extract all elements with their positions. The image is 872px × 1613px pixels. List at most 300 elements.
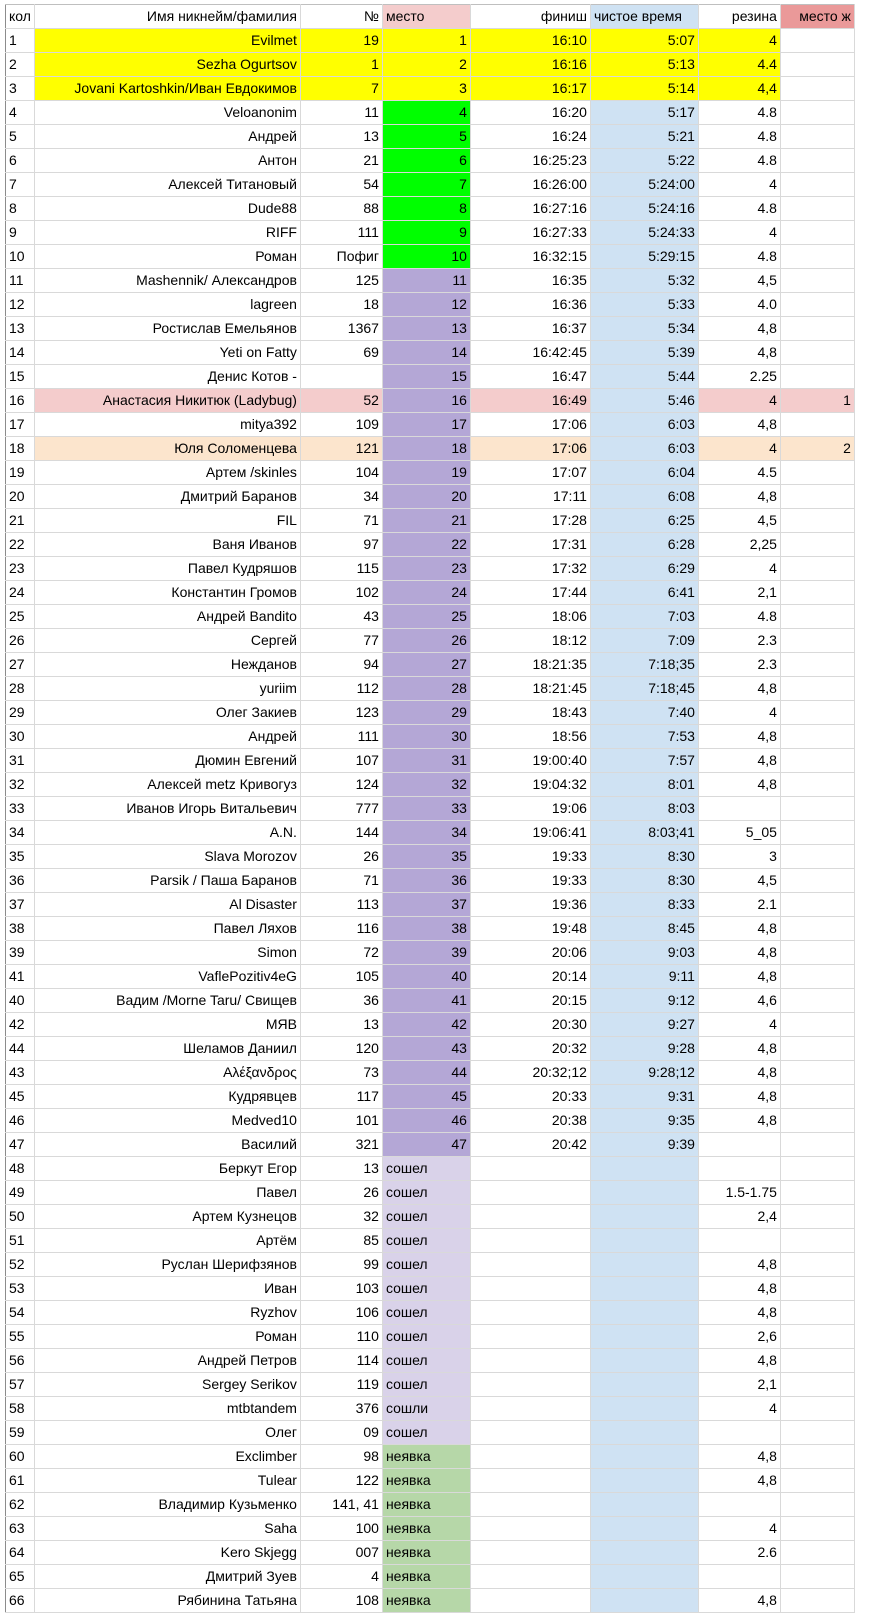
- cell-finish[interactable]: [470, 1349, 590, 1373]
- cell-female-place[interactable]: [780, 461, 854, 485]
- cell-number[interactable]: 09: [300, 1421, 382, 1445]
- cell-female-place[interactable]: [780, 1325, 854, 1349]
- cell-kol[interactable]: 16: [6, 389, 35, 413]
- cell-name[interactable]: Рябинина Татьяна: [34, 1589, 300, 1613]
- cell-place[interactable]: 14: [382, 341, 470, 365]
- cell-place[interactable]: сошли: [382, 1397, 470, 1421]
- cell-net-time[interactable]: 6:29: [590, 557, 698, 581]
- cell-tyre[interactable]: 2,4: [698, 1205, 780, 1229]
- cell-place[interactable]: 19: [382, 461, 470, 485]
- cell-place[interactable]: 9: [382, 221, 470, 245]
- cell-female-place[interactable]: [780, 845, 854, 869]
- cell-kol[interactable]: 7: [6, 173, 35, 197]
- cell-name[interactable]: Константин Громов: [34, 581, 300, 605]
- cell-number[interactable]: 107: [300, 749, 382, 773]
- cell-finish[interactable]: 20:15: [470, 989, 590, 1013]
- cell-tyre[interactable]: 4,8: [698, 1085, 780, 1109]
- cell-kol[interactable]: 15: [6, 365, 35, 389]
- cell-place[interactable]: 5: [382, 125, 470, 149]
- cell-finish[interactable]: 17:44: [470, 581, 590, 605]
- cell-finish[interactable]: [470, 1541, 590, 1565]
- header-kol[interactable]: кол: [6, 5, 35, 29]
- cell-kol[interactable]: 14: [6, 341, 35, 365]
- cell-name[interactable]: Нежданов: [34, 653, 300, 677]
- cell-number[interactable]: 121: [300, 437, 382, 461]
- cell-name[interactable]: Tulear: [34, 1469, 300, 1493]
- cell-finish[interactable]: 20:38: [470, 1109, 590, 1133]
- cell-female-place[interactable]: [780, 941, 854, 965]
- cell-kol[interactable]: 49: [6, 1181, 35, 1205]
- cell-kol[interactable]: 51: [6, 1229, 35, 1253]
- cell-net-time[interactable]: 7:18;35: [590, 653, 698, 677]
- cell-tyre[interactable]: 5_05: [698, 821, 780, 845]
- cell-name[interactable]: Evilmet: [34, 29, 300, 53]
- cell-tyre[interactable]: 2.25: [698, 365, 780, 389]
- cell-kol[interactable]: 37: [6, 893, 35, 917]
- cell-finish[interactable]: 16:27:33: [470, 221, 590, 245]
- cell-female-place[interactable]: [780, 821, 854, 845]
- cell-finish[interactable]: 18:43: [470, 701, 590, 725]
- cell-tyre[interactable]: 4,6: [698, 989, 780, 1013]
- cell-place[interactable]: 44: [382, 1061, 470, 1085]
- cell-net-time[interactable]: [590, 1229, 698, 1253]
- cell-female-place[interactable]: [780, 1253, 854, 1277]
- cell-kol[interactable]: 61: [6, 1469, 35, 1493]
- cell-name[interactable]: Veloanonim: [34, 101, 300, 125]
- cell-place[interactable]: 2: [382, 53, 470, 77]
- cell-name[interactable]: Андрей Петров: [34, 1349, 300, 1373]
- cell-finish[interactable]: 16:36: [470, 293, 590, 317]
- cell-number[interactable]: 103: [300, 1277, 382, 1301]
- cell-name[interactable]: Беркут Егор: [34, 1157, 300, 1181]
- header-tyre[interactable]: резина: [698, 5, 780, 29]
- cell-place[interactable]: неявка: [382, 1493, 470, 1517]
- cell-female-place[interactable]: [780, 1469, 854, 1493]
- cell-number[interactable]: 13: [300, 1157, 382, 1181]
- cell-number[interactable]: 102: [300, 581, 382, 605]
- cell-finish[interactable]: 16:35: [470, 269, 590, 293]
- cell-kol[interactable]: 57: [6, 1373, 35, 1397]
- cell-name[interactable]: Алексей metz Кривогуз: [34, 773, 300, 797]
- cell-name[interactable]: Jovani Kartoshkin/Иван Евдокимов: [34, 77, 300, 101]
- cell-tyre[interactable]: 4,8: [698, 1061, 780, 1085]
- cell-tyre[interactable]: 4.8: [698, 149, 780, 173]
- cell-net-time[interactable]: 8:30: [590, 869, 698, 893]
- cell-name[interactable]: Иван: [34, 1277, 300, 1301]
- cell-place[interactable]: 29: [382, 701, 470, 725]
- cell-place[interactable]: 25: [382, 605, 470, 629]
- cell-name[interactable]: yuriim: [34, 677, 300, 701]
- cell-female-place[interactable]: [780, 269, 854, 293]
- cell-net-time[interactable]: 5:32: [590, 269, 698, 293]
- cell-net-time[interactable]: [590, 1157, 698, 1181]
- cell-name[interactable]: Роман: [34, 245, 300, 269]
- cell-tyre[interactable]: 4.8: [698, 101, 780, 125]
- cell-female-place[interactable]: [780, 1277, 854, 1301]
- cell-finish[interactable]: 19:06:41: [470, 821, 590, 845]
- cell-net-time[interactable]: [590, 1541, 698, 1565]
- cell-place[interactable]: неявка: [382, 1541, 470, 1565]
- cell-number[interactable]: 100: [300, 1517, 382, 1541]
- cell-tyre[interactable]: 4,8: [698, 1037, 780, 1061]
- cell-kol[interactable]: 63: [6, 1517, 35, 1541]
- cell-female-place[interactable]: [780, 1541, 854, 1565]
- cell-number[interactable]: 69: [300, 341, 382, 365]
- cell-female-place[interactable]: [780, 1565, 854, 1589]
- cell-female-place[interactable]: [780, 677, 854, 701]
- cell-name[interactable]: Руслан Шерифзянов: [34, 1253, 300, 1277]
- cell-place[interactable]: сошел: [382, 1373, 470, 1397]
- cell-place[interactable]: 39: [382, 941, 470, 965]
- cell-number[interactable]: 94: [300, 653, 382, 677]
- cell-kol[interactable]: 11: [6, 269, 35, 293]
- cell-female-place[interactable]: [780, 797, 854, 821]
- cell-place[interactable]: 7: [382, 173, 470, 197]
- cell-name[interactable]: Юля Соломенцева: [34, 437, 300, 461]
- cell-tyre[interactable]: 1.5-1.75: [698, 1181, 780, 1205]
- cell-net-time[interactable]: 5:21: [590, 125, 698, 149]
- cell-net-time[interactable]: 5:22: [590, 149, 698, 173]
- cell-net-time[interactable]: [590, 1349, 698, 1373]
- cell-finish[interactable]: [470, 1421, 590, 1445]
- cell-tyre[interactable]: 4,8: [698, 965, 780, 989]
- cell-female-place[interactable]: [780, 1061, 854, 1085]
- cell-finish[interactable]: 16:10: [470, 29, 590, 53]
- cell-net-time[interactable]: [590, 1397, 698, 1421]
- cell-place[interactable]: сошел: [382, 1229, 470, 1253]
- cell-place[interactable]: сошел: [382, 1157, 470, 1181]
- cell-number[interactable]: 21: [300, 149, 382, 173]
- cell-female-place[interactable]: [780, 1445, 854, 1469]
- cell-net-time[interactable]: 9:28;12: [590, 1061, 698, 1085]
- cell-number[interactable]: 125: [300, 269, 382, 293]
- cell-place[interactable]: сошел: [382, 1253, 470, 1277]
- cell-number[interactable]: 141, 41: [300, 1493, 382, 1517]
- cell-tyre[interactable]: 4,8: [698, 1469, 780, 1493]
- cell-net-time[interactable]: [590, 1589, 698, 1613]
- cell-place[interactable]: 12: [382, 293, 470, 317]
- cell-kol[interactable]: 35: [6, 845, 35, 869]
- cell-net-time[interactable]: 8:33: [590, 893, 698, 917]
- cell-number[interactable]: 71: [300, 869, 382, 893]
- cell-finish[interactable]: 18:56: [470, 725, 590, 749]
- cell-kol[interactable]: 33: [6, 797, 35, 821]
- cell-tyre[interactable]: 4,5: [698, 869, 780, 893]
- cell-net-time[interactable]: [590, 1421, 698, 1445]
- cell-name[interactable]: Андрей Bandito: [34, 605, 300, 629]
- header-net-time[interactable]: чистое время: [590, 5, 698, 29]
- cell-place[interactable]: 38: [382, 917, 470, 941]
- cell-finish[interactable]: 18:12: [470, 629, 590, 653]
- cell-female-place[interactable]: [780, 317, 854, 341]
- cell-name[interactable]: Вадим /Morne Taru/ Свищев: [34, 989, 300, 1013]
- cell-female-place[interactable]: [780, 365, 854, 389]
- cell-tyre[interactable]: 4,8: [698, 749, 780, 773]
- cell-female-place[interactable]: [780, 1013, 854, 1037]
- cell-net-time[interactable]: 9:35: [590, 1109, 698, 1133]
- cell-tyre[interactable]: [698, 1565, 780, 1589]
- cell-number[interactable]: 36: [300, 989, 382, 1013]
- cell-net-time[interactable]: 8:45: [590, 917, 698, 941]
- cell-tyre[interactable]: 4: [698, 701, 780, 725]
- cell-finish[interactable]: 19:04:32: [470, 773, 590, 797]
- cell-name[interactable]: Ваня Иванов: [34, 533, 300, 557]
- cell-finish[interactable]: 17:06: [470, 437, 590, 461]
- cell-net-time[interactable]: 9:31: [590, 1085, 698, 1109]
- cell-female-place[interactable]: [780, 557, 854, 581]
- cell-finish[interactable]: 16:25:23: [470, 149, 590, 173]
- cell-finish[interactable]: 18:21:35: [470, 653, 590, 677]
- cell-number[interactable]: 113: [300, 893, 382, 917]
- cell-finish[interactable]: 16:24: [470, 125, 590, 149]
- cell-name[interactable]: Владимир Кузьменко: [34, 1493, 300, 1517]
- cell-female-place[interactable]: [780, 893, 854, 917]
- cell-number[interactable]: 97: [300, 533, 382, 557]
- cell-net-time[interactable]: 5:33: [590, 293, 698, 317]
- cell-finish[interactable]: [470, 1277, 590, 1301]
- cell-finish[interactable]: [470, 1325, 590, 1349]
- cell-female-place[interactable]: [780, 29, 854, 53]
- cell-name[interactable]: Кудрявцев: [34, 1085, 300, 1109]
- cell-finish[interactable]: 16:37: [470, 317, 590, 341]
- cell-name[interactable]: Mashennik/ Александров: [34, 269, 300, 293]
- cell-number[interactable]: 11: [300, 101, 382, 125]
- cell-net-time[interactable]: [590, 1445, 698, 1469]
- cell-net-time[interactable]: [590, 1517, 698, 1541]
- cell-finish[interactable]: 19:36: [470, 893, 590, 917]
- cell-net-time[interactable]: 7:03: [590, 605, 698, 629]
- cell-female-place[interactable]: [780, 1037, 854, 1061]
- cell-kol[interactable]: 1: [6, 29, 35, 53]
- cell-name[interactable]: mitya392: [34, 413, 300, 437]
- cell-net-time[interactable]: 7:53: [590, 725, 698, 749]
- cell-name[interactable]: Павел Ляхов: [34, 917, 300, 941]
- cell-tyre[interactable]: 4.8: [698, 605, 780, 629]
- cell-number[interactable]: 112: [300, 677, 382, 701]
- cell-kol[interactable]: 26: [6, 629, 35, 653]
- cell-finish[interactable]: 17:32: [470, 557, 590, 581]
- cell-female-place[interactable]: [780, 1493, 854, 1517]
- cell-finish[interactable]: [470, 1301, 590, 1325]
- cell-kol[interactable]: 59: [6, 1421, 35, 1445]
- cell-tyre[interactable]: 2.3: [698, 653, 780, 677]
- cell-female-place[interactable]: [780, 341, 854, 365]
- cell-kol[interactable]: 45: [6, 1085, 35, 1109]
- cell-name[interactable]: Андрей: [34, 125, 300, 149]
- cell-name[interactable]: A.N.: [34, 821, 300, 845]
- cell-tyre[interactable]: 4.4: [698, 53, 780, 77]
- cell-female-place[interactable]: [780, 1157, 854, 1181]
- cell-finish[interactable]: 20:32: [470, 1037, 590, 1061]
- cell-name[interactable]: RIFF: [34, 221, 300, 245]
- cell-female-place[interactable]: [780, 53, 854, 77]
- cell-place[interactable]: 26: [382, 629, 470, 653]
- cell-number[interactable]: 321: [300, 1133, 382, 1157]
- cell-name[interactable]: Parsik / Паша Баранов: [34, 869, 300, 893]
- cell-number[interactable]: 111: [300, 221, 382, 245]
- cell-place[interactable]: 37: [382, 893, 470, 917]
- cell-kol[interactable]: 55: [6, 1325, 35, 1349]
- cell-place[interactable]: 33: [382, 797, 470, 821]
- cell-kol[interactable]: 19: [6, 461, 35, 485]
- cell-place[interactable]: 40: [382, 965, 470, 989]
- cell-net-time[interactable]: [590, 1277, 698, 1301]
- cell-name[interactable]: Павел Кудряшов: [34, 557, 300, 581]
- cell-number[interactable]: [300, 365, 382, 389]
- cell-tyre[interactable]: 4,5: [698, 509, 780, 533]
- cell-net-time[interactable]: 5:24:00: [590, 173, 698, 197]
- cell-kol[interactable]: 43: [6, 1061, 35, 1085]
- cell-kol[interactable]: 50: [6, 1205, 35, 1229]
- cell-tyre[interactable]: 4: [698, 1013, 780, 1037]
- cell-female-place[interactable]: [780, 1085, 854, 1109]
- cell-name[interactable]: Medved10: [34, 1109, 300, 1133]
- cell-tyre[interactable]: 4,8: [698, 917, 780, 941]
- cell-number[interactable]: 105: [300, 965, 382, 989]
- cell-finish[interactable]: 19:48: [470, 917, 590, 941]
- cell-number[interactable]: 777: [300, 797, 382, 821]
- cell-number[interactable]: 376: [300, 1397, 382, 1421]
- cell-name[interactable]: Артем /skinles: [34, 461, 300, 485]
- cell-number[interactable]: 1367: [300, 317, 382, 341]
- cell-finish[interactable]: [470, 1181, 590, 1205]
- cell-place[interactable]: 13: [382, 317, 470, 341]
- cell-place[interactable]: 35: [382, 845, 470, 869]
- cell-kol[interactable]: 17: [6, 413, 35, 437]
- cell-finish[interactable]: 18:06: [470, 605, 590, 629]
- cell-number[interactable]: 19: [300, 29, 382, 53]
- cell-name[interactable]: Ростислав Емельянов: [34, 317, 300, 341]
- cell-name[interactable]: Василий: [34, 1133, 300, 1157]
- cell-place[interactable]: сошел: [382, 1277, 470, 1301]
- cell-name[interactable]: Денис Котов -: [34, 365, 300, 389]
- cell-number[interactable]: 110: [300, 1325, 382, 1349]
- cell-name[interactable]: Шеламов Даниил: [34, 1037, 300, 1061]
- cell-finish[interactable]: [470, 1469, 590, 1493]
- cell-tyre[interactable]: 4.0: [698, 293, 780, 317]
- header-place[interactable]: место: [382, 5, 470, 29]
- cell-tyre[interactable]: 4: [698, 173, 780, 197]
- cell-female-place[interactable]: [780, 629, 854, 653]
- cell-net-time[interactable]: 6:25: [590, 509, 698, 533]
- cell-place[interactable]: 45: [382, 1085, 470, 1109]
- cell-name[interactable]: МЯВ: [34, 1013, 300, 1037]
- cell-net-time[interactable]: [590, 1373, 698, 1397]
- cell-finish[interactable]: 19:33: [470, 845, 590, 869]
- cell-tyre[interactable]: 2,6: [698, 1325, 780, 1349]
- cell-number[interactable]: 007: [300, 1541, 382, 1565]
- cell-female-place[interactable]: [780, 293, 854, 317]
- cell-tyre[interactable]: 4,8: [698, 1301, 780, 1325]
- cell-kol[interactable]: 34: [6, 821, 35, 845]
- cell-number[interactable]: 32: [300, 1205, 382, 1229]
- cell-female-place[interactable]: [780, 1229, 854, 1253]
- cell-tyre[interactable]: 4: [698, 29, 780, 53]
- cell-finish[interactable]: [470, 1229, 590, 1253]
- cell-tyre[interactable]: 4,8: [698, 485, 780, 509]
- cell-place[interactable]: 41: [382, 989, 470, 1013]
- cell-place[interactable]: 15: [382, 365, 470, 389]
- cell-name[interactable]: Андрей: [34, 725, 300, 749]
- cell-place[interactable]: 16: [382, 389, 470, 413]
- cell-tyre[interactable]: 4,8: [698, 1589, 780, 1613]
- cell-tyre[interactable]: 4,8: [698, 725, 780, 749]
- cell-net-time[interactable]: [590, 1181, 698, 1205]
- cell-tyre[interactable]: 2,25: [698, 533, 780, 557]
- cell-tyre[interactable]: 4.8: [698, 125, 780, 149]
- cell-tyre[interactable]: 2.1: [698, 893, 780, 917]
- cell-kol[interactable]: 29: [6, 701, 35, 725]
- cell-female-place[interactable]: [780, 701, 854, 725]
- cell-kol[interactable]: 66: [6, 1589, 35, 1613]
- cell-tyre[interactable]: 4,8: [698, 773, 780, 797]
- cell-net-time[interactable]: 8:30: [590, 845, 698, 869]
- cell-kol[interactable]: 24: [6, 581, 35, 605]
- cell-name[interactable]: FIL: [34, 509, 300, 533]
- cell-name[interactable]: Simon: [34, 941, 300, 965]
- cell-female-place[interactable]: [780, 725, 854, 749]
- cell-number[interactable]: 4: [300, 1565, 382, 1589]
- cell-kol[interactable]: 13: [6, 317, 35, 341]
- cell-female-place[interactable]: [780, 173, 854, 197]
- cell-female-place[interactable]: [780, 773, 854, 797]
- cell-number[interactable]: 72: [300, 941, 382, 965]
- cell-name[interactable]: Роман: [34, 1325, 300, 1349]
- cell-number[interactable]: 7: [300, 77, 382, 101]
- cell-net-time[interactable]: 9:12: [590, 989, 698, 1013]
- cell-tyre[interactable]: 4,8: [698, 941, 780, 965]
- cell-kol[interactable]: 30: [6, 725, 35, 749]
- cell-number[interactable]: 43: [300, 605, 382, 629]
- cell-place[interactable]: 32: [382, 773, 470, 797]
- cell-place[interactable]: 11: [382, 269, 470, 293]
- cell-name[interactable]: Антон: [34, 149, 300, 173]
- cell-place[interactable]: 28: [382, 677, 470, 701]
- cell-female-place[interactable]: [780, 221, 854, 245]
- cell-finish[interactable]: [470, 1565, 590, 1589]
- cell-finish[interactable]: 16:49: [470, 389, 590, 413]
- cell-tyre[interactable]: [698, 1133, 780, 1157]
- cell-kol[interactable]: 46: [6, 1109, 35, 1133]
- cell-number[interactable]: 26: [300, 845, 382, 869]
- cell-kol[interactable]: 18: [6, 437, 35, 461]
- cell-place[interactable]: 20: [382, 485, 470, 509]
- cell-finish[interactable]: [470, 1445, 590, 1469]
- cell-number[interactable]: 88: [300, 197, 382, 221]
- cell-number[interactable]: 124: [300, 773, 382, 797]
- cell-finish[interactable]: 19:33: [470, 869, 590, 893]
- cell-number[interactable]: 26: [300, 1181, 382, 1205]
- cell-place[interactable]: 31: [382, 749, 470, 773]
- cell-number[interactable]: 108: [300, 1589, 382, 1613]
- cell-name[interactable]: Артем Кузнецов: [34, 1205, 300, 1229]
- cell-finish[interactable]: 16:47: [470, 365, 590, 389]
- cell-place[interactable]: сошел: [382, 1301, 470, 1325]
- cell-net-time[interactable]: 5:24:16: [590, 197, 698, 221]
- cell-net-time[interactable]: 5:29:15: [590, 245, 698, 269]
- cell-tyre[interactable]: 2,1: [698, 1373, 780, 1397]
- cell-place[interactable]: 24: [382, 581, 470, 605]
- cell-kol[interactable]: 41: [6, 965, 35, 989]
- cell-number[interactable]: 34: [300, 485, 382, 509]
- cell-finish[interactable]: 17:06: [470, 413, 590, 437]
- cell-place[interactable]: 17: [382, 413, 470, 437]
- cell-finish[interactable]: 20:30: [470, 1013, 590, 1037]
- cell-net-time[interactable]: 6:08: [590, 485, 698, 509]
- cell-female-place[interactable]: [780, 1421, 854, 1445]
- cell-net-time[interactable]: 5:44: [590, 365, 698, 389]
- cell-tyre[interactable]: 4,5: [698, 269, 780, 293]
